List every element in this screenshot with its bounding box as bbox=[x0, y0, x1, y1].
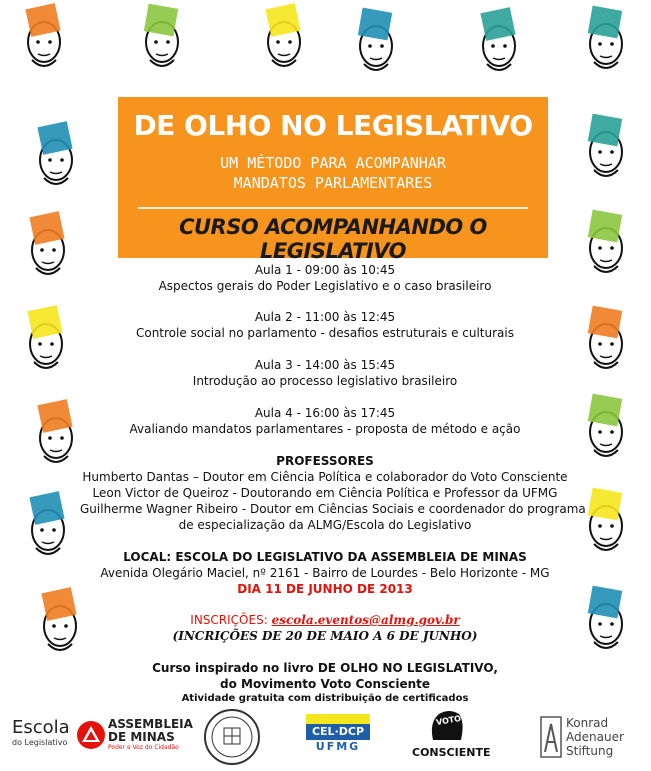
face-icon bbox=[572, 4, 636, 74]
class-4-topic: Avaliando mandatos parlamentares - proposta de método e ação bbox=[129, 422, 521, 436]
class-3-topic: Introdução ao processo legislativo brasileiro bbox=[192, 374, 458, 388]
ufmg-yellow-bar bbox=[306, 714, 370, 724]
assembleia-triangle-icon bbox=[76, 720, 106, 750]
footer-line-2: do Movimento Voto Consciente bbox=[219, 677, 431, 691]
face-illustration bbox=[572, 112, 636, 182]
face-illustration bbox=[342, 6, 406, 76]
konrad-emblem bbox=[540, 716, 562, 758]
seal-icon bbox=[203, 708, 261, 766]
ufmg-line2: UFMG bbox=[315, 740, 361, 753]
class-1-time: Aula 1 - 09:00 às 10:45 bbox=[254, 263, 396, 277]
local-heading: LOCAL: ESCOLA DO LEGISLATIVO DA ASSEMBLEIA DE MINAS bbox=[123, 550, 527, 564]
banner-divider bbox=[138, 207, 528, 209]
face-illustration bbox=[572, 4, 636, 74]
class-2-topic: Controle social no parlamento - desafios estruturais e culturais bbox=[135, 326, 514, 340]
assembleia-tagline: Poder e Voz do Cidadão bbox=[108, 744, 179, 751]
face-illustration bbox=[572, 304, 636, 374]
class-4-time: Aula 4 - 16:00 às 17:45 bbox=[254, 406, 396, 420]
face-icon bbox=[572, 304, 636, 374]
cel-dcp-ufmg-logo bbox=[306, 714, 370, 764]
face-illustration bbox=[465, 6, 529, 76]
event-date: DIA 11 DE JUNHO DE 2013 bbox=[237, 582, 413, 596]
face-illustration bbox=[572, 208, 636, 278]
voto-line2: CONSCIENTE bbox=[412, 746, 491, 759]
face-illustration bbox=[572, 392, 636, 462]
face-illustration bbox=[572, 584, 636, 654]
konrad-line1: Konrad bbox=[566, 716, 609, 730]
face-icon bbox=[572, 112, 636, 182]
face-icon bbox=[572, 584, 636, 654]
professors-heading: PROFESSORES bbox=[276, 454, 374, 468]
face-icon bbox=[250, 2, 314, 72]
class-2-time: Aula 2 - 11:00 às 12:45 bbox=[254, 310, 396, 324]
registration-period: (INCRIÇÕES DE 20 DE MAIO A 6 DE JUNHO) bbox=[172, 629, 478, 643]
course-title: CURSO ACOMPANHANDO O LEGISLATIVO bbox=[179, 215, 487, 263]
face-illustration bbox=[14, 210, 78, 280]
face-illustration bbox=[128, 2, 192, 72]
konrad-logo bbox=[566, 716, 646, 760]
registration-label: INSCRIÇÕES: bbox=[190, 613, 268, 627]
face-illustration bbox=[250, 2, 314, 72]
face-icon bbox=[572, 486, 636, 556]
face-icon bbox=[572, 208, 636, 278]
face-illustration bbox=[10, 2, 74, 72]
face-illustration bbox=[14, 490, 78, 560]
assembleia-emblem bbox=[76, 720, 106, 750]
class-3-time: Aula 3 - 14:00 às 15:45 bbox=[254, 358, 396, 372]
voto-line1: VOTO bbox=[435, 713, 462, 728]
konrad-line2: Adenauer bbox=[566, 730, 624, 744]
face-icon bbox=[10, 2, 74, 72]
face-icon bbox=[342, 6, 406, 76]
face-illustration bbox=[12, 304, 76, 374]
voto-consciente-logo bbox=[412, 708, 491, 764]
ufmg-line1: CEL·DCP bbox=[306, 724, 370, 740]
professor-line: Leon Victor de Queiroz - Doutorando em Ciência Política e Professor da UFMG bbox=[92, 486, 558, 500]
face-illustration bbox=[22, 398, 86, 468]
escola-logo-line1: Escola bbox=[12, 717, 70, 738]
escola-logo bbox=[12, 718, 72, 758]
assembleia-line1: ASSEMBLEIA bbox=[108, 717, 193, 731]
face-icon bbox=[14, 490, 78, 560]
face-illustration bbox=[572, 486, 636, 556]
konrad-a-icon bbox=[540, 716, 562, 758]
face-icon bbox=[22, 398, 86, 468]
footer-line-3: Atividade gratuita com distribuição de certificados bbox=[181, 693, 469, 704]
local-address: Avenida Olegário Maciel, nº 2161 - Bairro de Lourdes - Belo Horizonte - MG bbox=[100, 566, 550, 580]
footer-line-1: Curso inspirado no livro DE OLHO NO LEGISLATIVO, bbox=[152, 661, 498, 675]
assembleia-logo bbox=[108, 718, 200, 760]
konrad-line3: Stiftung bbox=[566, 744, 614, 758]
voto-face-icon bbox=[427, 708, 467, 744]
professor-line: Guilherme Wagner Ribeiro - Doutor em Ciências Sociais e coordenador do programa bbox=[80, 502, 586, 516]
face-icon bbox=[572, 392, 636, 462]
assembleia-line2: DE MINAS bbox=[108, 730, 175, 744]
registration-line bbox=[80, 612, 570, 628]
face-icon bbox=[465, 6, 529, 76]
professor-line: Humberto Dantas – Doutor em Ciência Política e colaborador do Voto Consciente bbox=[82, 470, 568, 484]
title-banner bbox=[118, 97, 548, 263]
escola-logo-line2: do Legislativo bbox=[12, 738, 68, 747]
face-icon bbox=[12, 304, 76, 374]
class-1-topic: Aspectos gerais do Poder Legislativo e o caso brasileiro bbox=[158, 279, 492, 293]
poster-title: DE OLHO NO LEGISLATIVO bbox=[133, 109, 533, 142]
face-icon bbox=[128, 2, 192, 72]
professor-line: de especialização da ALMG/Escola do Legislativo bbox=[178, 518, 472, 532]
face-illustration bbox=[22, 120, 86, 190]
face-icon bbox=[14, 210, 78, 280]
face-icon bbox=[22, 120, 86, 190]
registration-email-link[interactable]: escola.eventos@almg.gov.br bbox=[271, 613, 460, 627]
university-seal bbox=[203, 708, 261, 766]
poster-subtitle: UM MÉTODO PARA ACOMPANHAR MANDATOS PARLAMENTARES bbox=[220, 154, 446, 192]
